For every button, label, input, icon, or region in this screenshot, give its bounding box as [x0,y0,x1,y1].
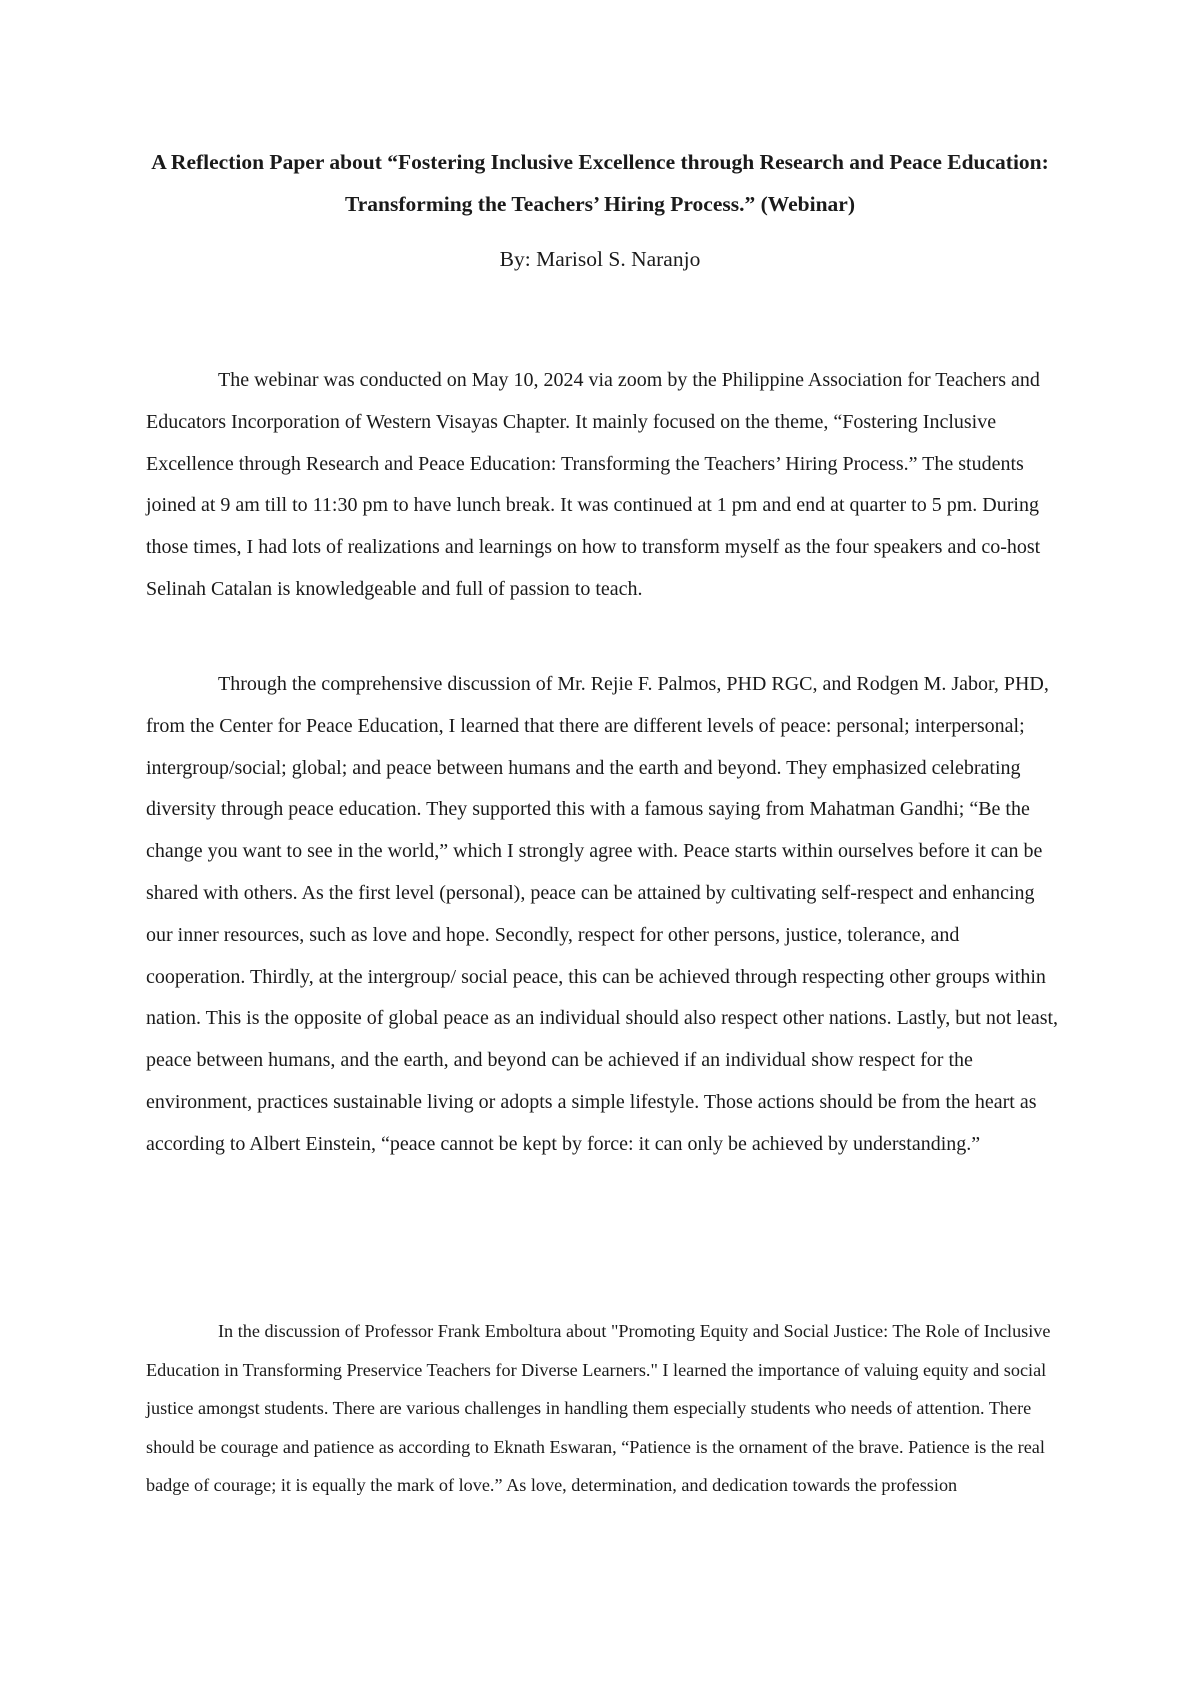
paragraph-equity-social-justice: In the discussion of Professor Frank Emboltura about "Promoting Equity and Social Justice: The Role of Inclusive Education in Transforming Preservice Teachers for Diverse Learners." I learned the importance of valuing equity and social justice amongst students. There are various challenges in handling them especially students who needs of attention. There should be courage and patience as according to Eknath Eswaran, “Patience is the ornament of the brave. Patience is the real badge of courage; it is equally the mark of love.” As love, determination, and dedication towards the profession [146,1321,1051,1496]
paper-title: A Reflection Paper about “Fostering Inclusive Excellence through Research and Peace Education: Transforming the Teachers’ Hiring Process.” (Webinar) [151,150,1049,216]
paragraph-webinar-overview: The webinar was conducted on May 10, 2024 via zoom by the Philippine Association for Teachers and Educators Incorporation of Western Visayas Chapter. It mainly focused on the theme, “Fostering Inclusive Excellence through Research and Peace Education: Transforming the Teachers’ Hiring Process.” The students joined at 9 am till to 11:30 pm to have lunch break. It was continued at 1 pm and end at quarter to 5 pm. During those times, I had lots of realizations and learnings on how to transform myself as the four speakers and co-host Selinah Catalan is knowledgeable and full of passion to teach. [146,369,1041,600]
author-byline: By: Marisol S. Naranjo [499,247,701,271]
paragraph-levels-of-peace: Through the comprehensive discussion of Mr. Rejie F. Palmos, PHD RGC, and Rodgen M. Jabor, PHD, from the Center for Peace Education, I learned that there are different levels of peace: personal; interpersonal; intergroup/social; global; and peace between humans and the earth and beyond. They emphasized celebrating diversity through peace education. They supported this with a famous saying from Mahatman Gandhi; “Be the change you want to see in the world,” which I strongly agree with. Peace starts within ourselves before it can be shared with others. As the first level (personal), peace can be attained by cultivating self-respect and enhancing our inner resources, such as love and hope. Secondly, respect for other persons, justice, tolerance, and cooperation. Thirdly, at the intergroup/ social peace, this can be achieved through respecting other groups within nation. This is the opposite of global peace as an individual should also respect other nations. Lastly, but not least, peace between humans, and the earth, and beyond can be achieved if an individual show respect for the environment, practices sustainable living or adopts a simple lifestyle. Those actions should be from the heart as according to Albert Einstein, “peace cannot be kept by force: it can only be achieved by understanding.” [146,673,1059,1155]
